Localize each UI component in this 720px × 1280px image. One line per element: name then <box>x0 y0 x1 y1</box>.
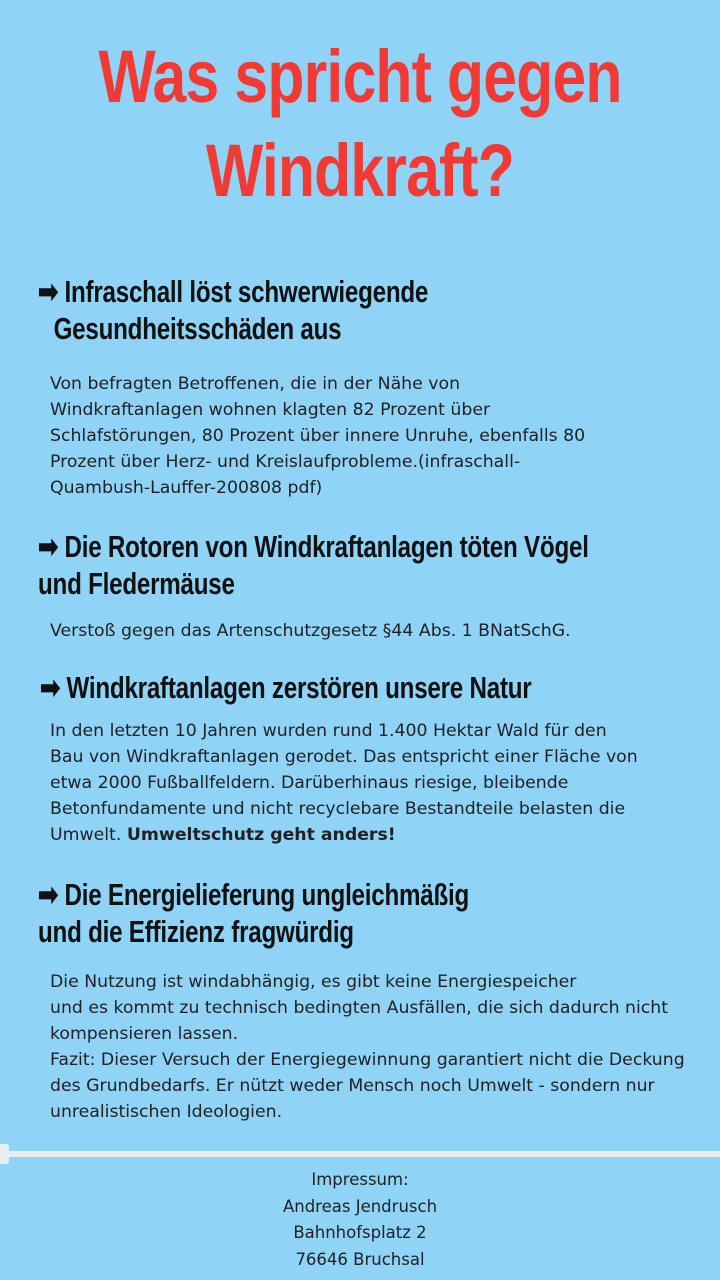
heading-line: ➡ Die Energielieferung ungleichmäßig <box>38 877 470 912</box>
body-line: und es kommt zu technisch bedingten Ausfällen, die sich dadurch nicht <box>50 998 669 1018</box>
section-2-body <box>50 618 700 644</box>
separator-line <box>0 1151 720 1157</box>
body-line: Verstoß gegen das Artenschutzgesetz §44 Abs. 1 BNatSchG. <box>50 621 571 641</box>
section-3-body <box>50 718 700 848</box>
heading-line: und die Effizienz fragwürdig <box>38 914 354 949</box>
heading-line: ➡ Die Rotoren von Windkraftanlagen töten Vögel <box>38 529 589 564</box>
impressum <box>0 1167 720 1273</box>
body-line: Prozent über Herz- und Kreislaufprobleme.(infraschall- <box>50 452 521 472</box>
body-line: Windkraftanlagen wohnen klagten 82 Prozent über <box>50 400 491 420</box>
heading-line: ➡ Windkraftanlagen zerstören unsere Natur <box>40 670 532 705</box>
body-text: Umwelt. <box>50 825 122 845</box>
body-line: Von befragten Betroffenen, die in der Nähe von <box>50 374 461 394</box>
body-line: des Grundbedarfs. Er nützt weder Mensch noch Umwelt - sondern nur <box>50 1076 655 1096</box>
title-line-1: Was spricht gegen <box>98 35 622 118</box>
body-line <box>50 822 700 848</box>
impressum-street: Bahnhofsplatz 2 <box>293 1223 427 1242</box>
impressum-city: 76646 Bruchsal <box>295 1249 425 1269</box>
impressum-label: Impressum: <box>311 1170 409 1189</box>
body-line: Bau von Windkraftanlagen gerodet. Das entspricht einer Fläche von <box>50 747 638 767</box>
section-3-heading <box>40 669 531 706</box>
emphasis-text: Umweltschutz geht anders! <box>126 825 396 845</box>
section-4-heading <box>38 876 469 950</box>
title-line-2: Windkraft? <box>205 129 515 212</box>
body-line: kompensieren lassen. <box>50 1024 239 1044</box>
body-line: In den letzten 10 Jahren wurden rund 1.400 Hektar Wald für den <box>50 721 607 741</box>
heading-line: Gesundheitsschäden aus <box>53 311 342 346</box>
body-line: Die Nutzung ist windabhängig, es gibt keine Energiespeicher <box>50 972 577 992</box>
body-line: etwa 2000 Fußballfeldern. Darüberhinaus riesige, bleibende <box>50 773 569 793</box>
body-line: Schlafstörungen, 80 Prozent über innere Unruhe, ebenfalls 80 <box>50 426 586 446</box>
body-line: Betonfundamente und nicht recyclebare Bestandteile belasten die <box>50 799 626 819</box>
section-1-body <box>50 371 700 501</box>
body-line: unrealistischen Ideologien. <box>50 1102 283 1122</box>
heading-line: ➡ Infraschall löst schwerwiegende <box>38 274 429 309</box>
heading-line: und Fledermäuse <box>38 566 235 601</box>
section-4-body <box>50 969 710 1125</box>
body-line: Quambush-Lauffer-200808 pdf) <box>50 478 323 498</box>
body-line: Fazit: Dieser Versuch der Energiegewinnung garantiert nicht die Deckung <box>50 1050 685 1070</box>
section-1-heading <box>38 273 428 347</box>
section-2-heading <box>38 528 589 602</box>
page-title <box>65 30 655 218</box>
impressum-name: Andreas Jendrusch <box>282 1196 438 1216</box>
